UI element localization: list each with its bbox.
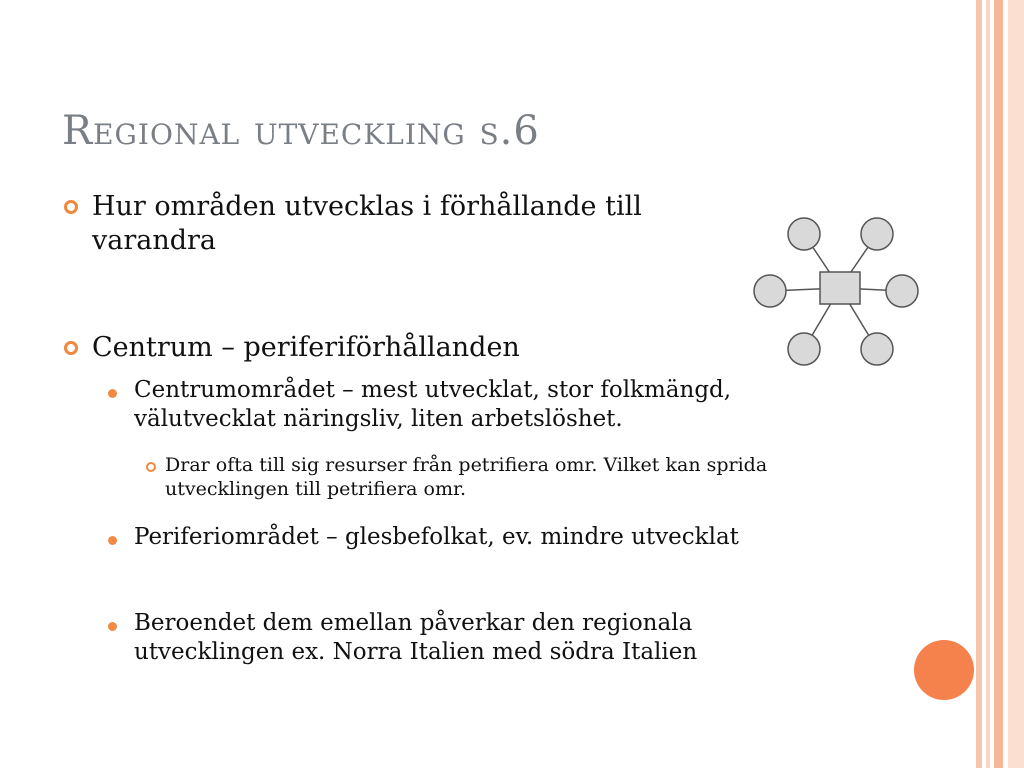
slide-title: Regional utveckling s.6 (62, 108, 540, 154)
dot-bullet-icon (108, 536, 117, 545)
bullet-text: Beroendet dem emellan påverkar den regionala utvecklingen ex. Norra Italien med södra Italien (134, 610, 698, 665)
central-node (820, 272, 860, 304)
peripheral-node (886, 275, 918, 307)
peripheral-node (861, 333, 893, 365)
bullet-level1 (92, 190, 732, 258)
peripheral-node (788, 333, 820, 365)
small-ring-bullet-icon (146, 462, 156, 472)
dot-bullet-icon (108, 622, 117, 631)
bullet-text: Centrum – periferiförhållanden (92, 332, 520, 363)
bullet-text: Centrumområdet – mest utvecklat, stor folkmängd, välutvecklat näringsliv, liten arbetslöshet. (134, 377, 732, 432)
bullet-text: Periferiområdet – glesbefolkat, ev. mindre utvecklat (134, 524, 739, 550)
bullet-level1 (92, 331, 792, 365)
bullet-level2 (134, 609, 824, 667)
bullet-text: Drar ofta till sig resurser från petrifiera omr. Vilket kan sprida utvecklingen till petrifiera omr. (165, 454, 768, 500)
peripheral-node (754, 275, 786, 307)
ring-bullet-icon (64, 341, 78, 355)
bullet-level3 (165, 454, 845, 502)
bullet-level2 (134, 523, 914, 552)
ring-bullet-icon (64, 200, 78, 214)
peripheral-node (788, 218, 820, 250)
bullet-text: Hur områden utvecklas i förhållande till varandra (92, 191, 642, 256)
bullet-level2 (134, 376, 864, 434)
hub-and-spoke-network-icon (750, 210, 930, 370)
dot-bullet-icon (108, 389, 117, 398)
peripheral-node (861, 218, 893, 250)
